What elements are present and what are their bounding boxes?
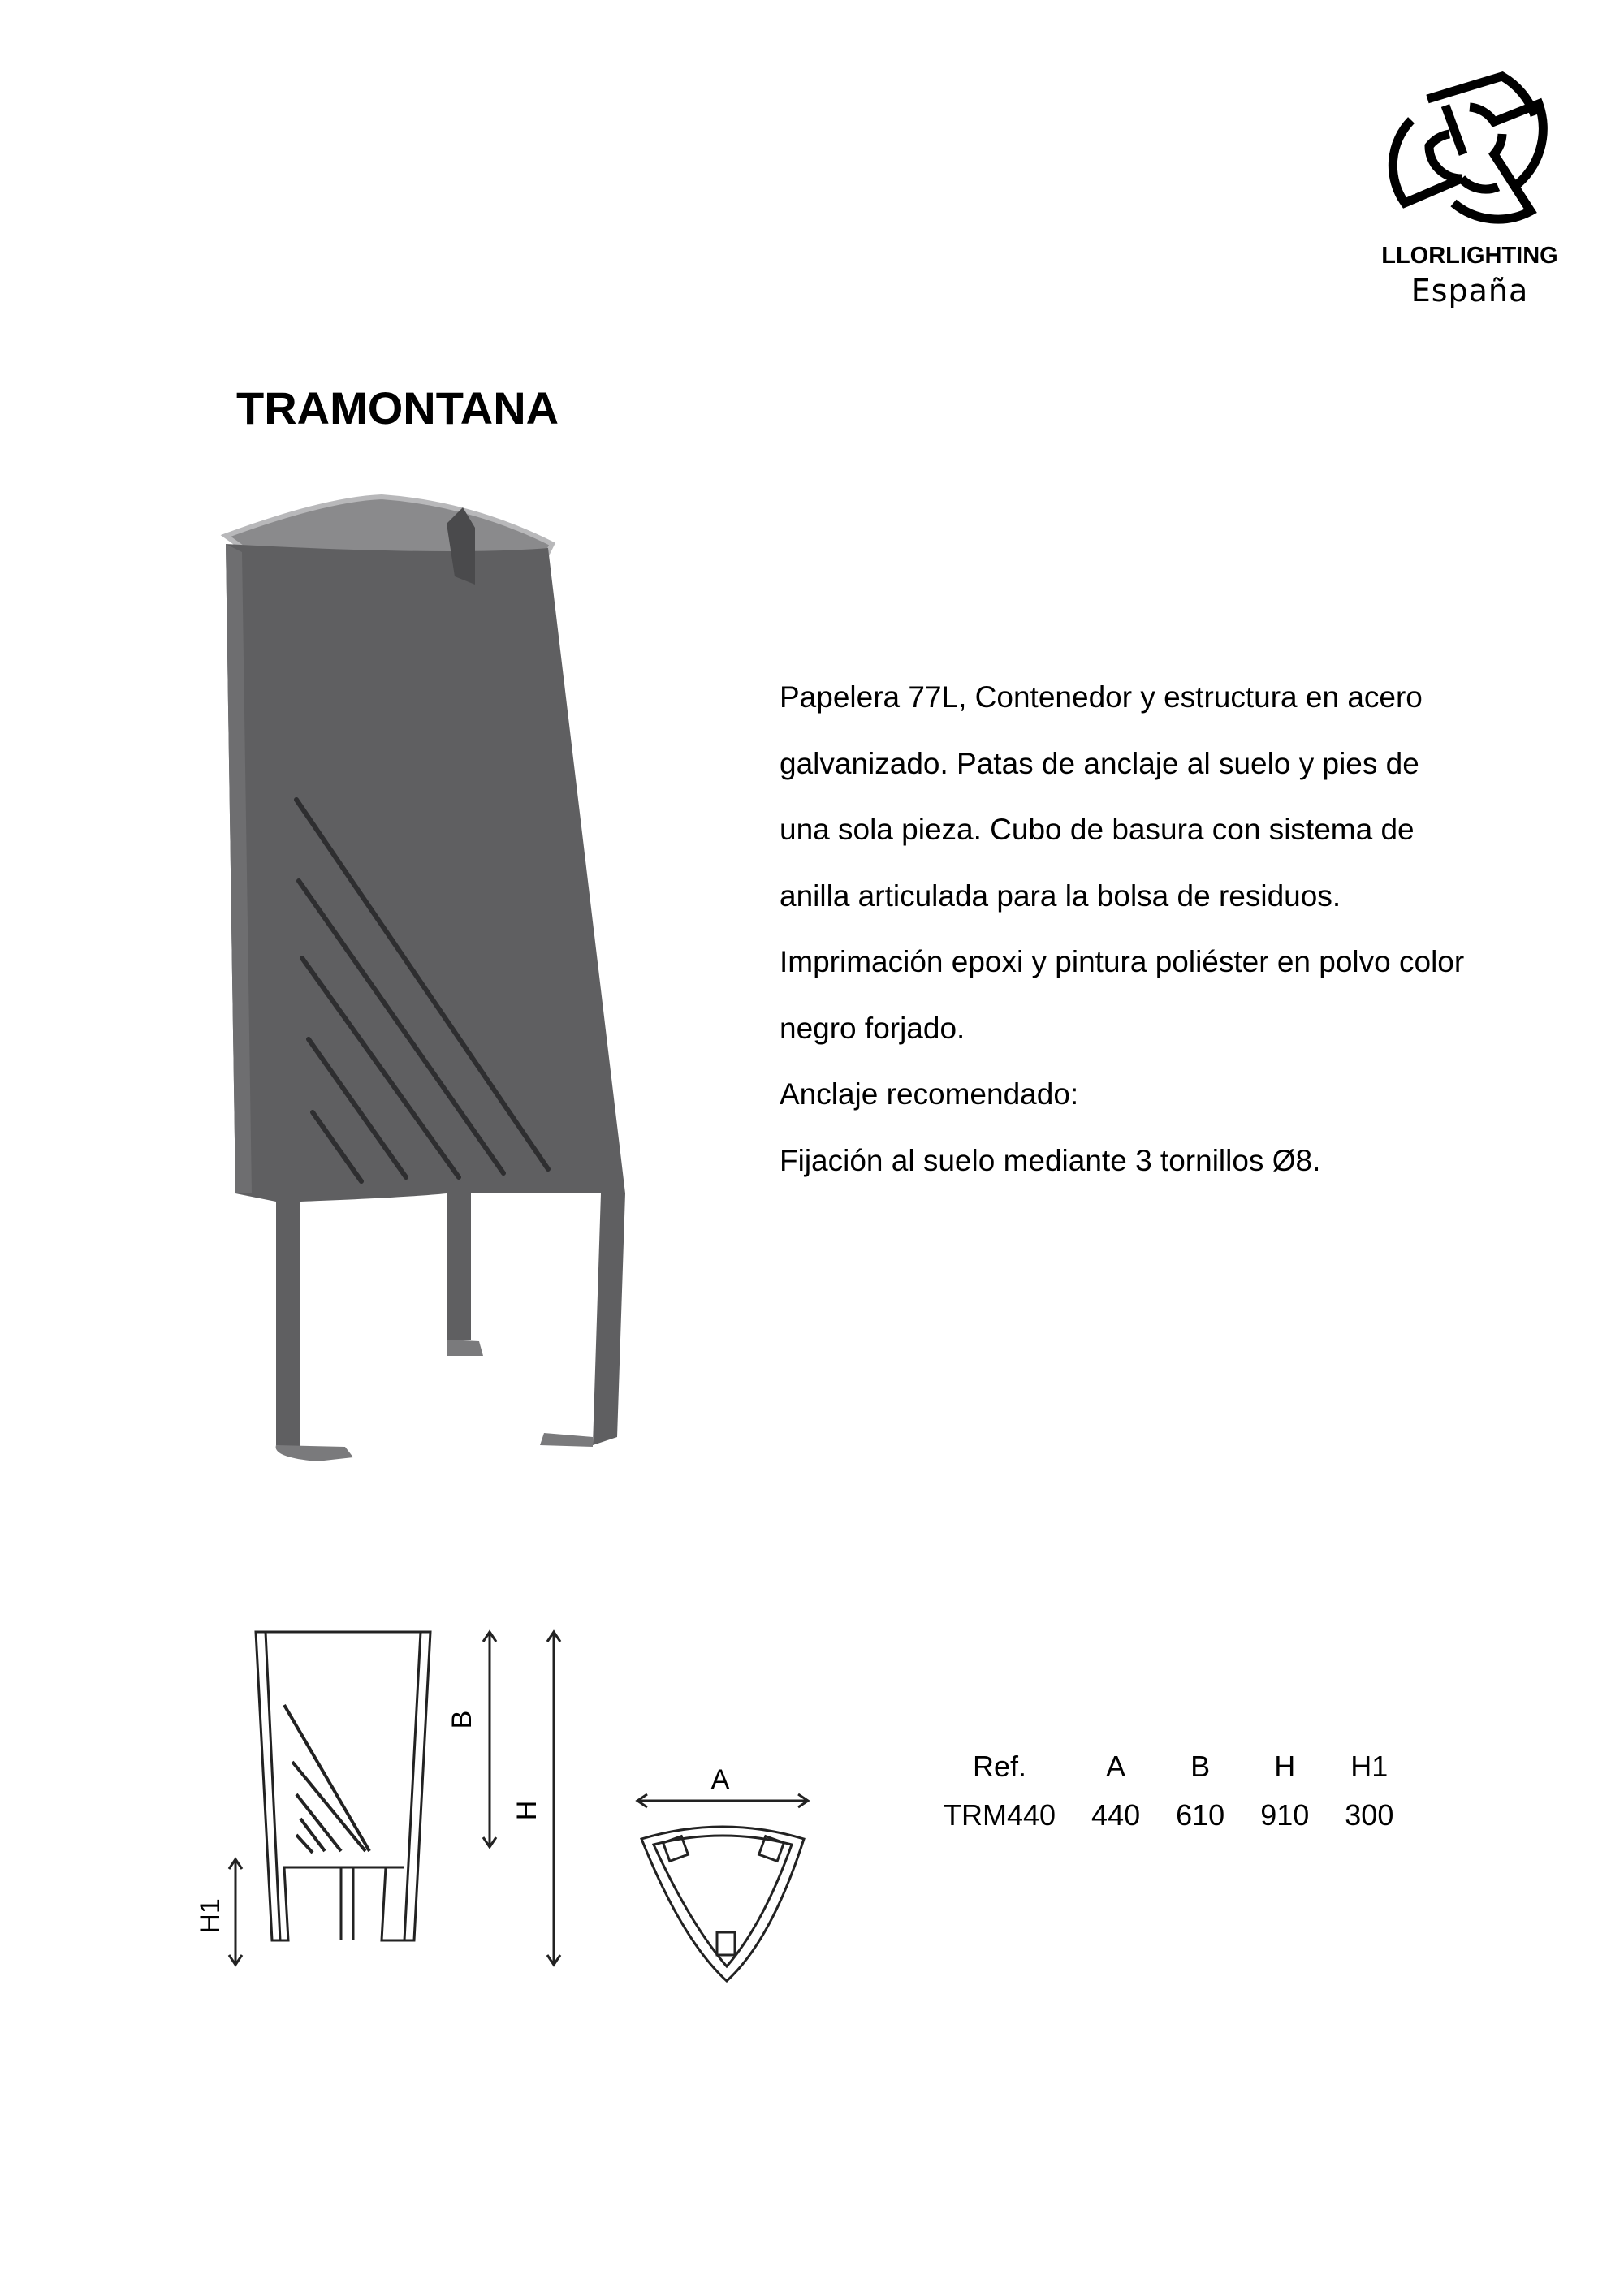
- dimension-label-h1: H1: [195, 1898, 226, 1934]
- description-line: Imprimación epoxi y pintura poliéster en polvo color: [780, 945, 1465, 978]
- description-line: galvanizado. Patas de anclaje al suelo y pies de: [780, 746, 1419, 780]
- cell-b: 610: [1176, 1798, 1225, 1832]
- cell-a: 440: [1091, 1798, 1141, 1832]
- product-photo: [203, 487, 641, 1478]
- pinwheel-logo-icon: [1372, 57, 1567, 235]
- header-h1: H1: [1350, 1750, 1389, 1783]
- dimension-label-a: A: [710, 1764, 730, 1795]
- dimension-label-b: B: [447, 1710, 477, 1729]
- product-title: TRAMONTANA: [236, 382, 559, 434]
- brand-logo: [1364, 57, 1575, 309]
- cell-ref: TRM440: [944, 1798, 1056, 1832]
- cell-h: 910: [1260, 1798, 1310, 1832]
- description-line: Fijación al suelo mediante 3 tornillos Ø8.: [780, 1143, 1321, 1177]
- description-line: una sola pieza. Cubo de basura con sistema de: [780, 813, 1415, 846]
- header-b: B: [1190, 1750, 1211, 1783]
- description-line: Anclaje recomendado:: [780, 1077, 1079, 1111]
- header-ref: Ref.: [973, 1750, 1027, 1783]
- description-line: Papelera 77L, Contenedor y estructura en acero: [780, 680, 1423, 714]
- description-line: negro forjado.: [780, 1011, 965, 1045]
- product-description: [780, 664, 1592, 1193]
- header-h: H: [1274, 1750, 1296, 1783]
- cell-h1: 300: [1345, 1798, 1394, 1832]
- brand-name: LLORLIGHTING: [1381, 243, 1558, 269]
- header-a: A: [1106, 1750, 1126, 1783]
- spec-table: [926, 1750, 1411, 1847]
- brand-country: España: [1410, 273, 1529, 309]
- table-header-row: [926, 1750, 1411, 1798]
- dimension-label-h: H: [512, 1800, 542, 1821]
- table-row: [926, 1798, 1411, 1847]
- technical-drawings: [187, 1616, 853, 1997]
- description-line: anilla articulada para la bolsa de residuos.: [780, 878, 1341, 913]
